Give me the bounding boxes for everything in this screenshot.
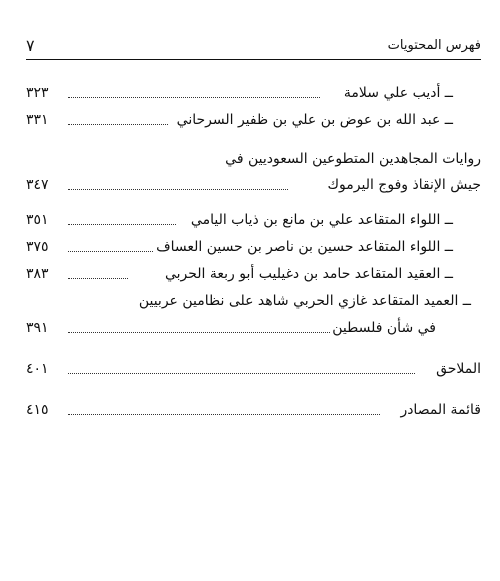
dot-leader <box>68 97 320 98</box>
toc-entry-page: ٤٠١ <box>26 361 49 377</box>
toc-entry-title-line: ــ العميد المتقاعد غازي الحربي شاهد على نظامين عربيين <box>138 293 471 309</box>
toc-entry-page: ٣٧٥ <box>26 239 49 255</box>
toc-entry-title: ــ اللواء المتقاعد حسين بن ناصر بن حسين العساف <box>156 239 453 255</box>
dot-leader <box>68 332 330 333</box>
dot-leader <box>68 373 415 374</box>
toc-entry-title: ــ العقيد المتقاعد حامد بن دغيليب أبو ربعة الحربي <box>164 266 453 282</box>
toc-entry <box>26 109 481 131</box>
toc-entry <box>26 263 481 285</box>
toc-entry-title: ــ عبد الله بن عوض بن علي بن ظفير السرحاني <box>176 112 453 128</box>
toc-entry-title: جيش الإنقاذ وفوج اليرموك <box>327 177 481 193</box>
toc-entry-title: ــ اللواء المتقاعد علي بن مانع بن ذياب اليامي <box>190 212 453 228</box>
toc-entry <box>26 236 481 258</box>
toc-entry <box>26 82 481 104</box>
dot-leader <box>68 251 153 252</box>
toc-entry-page: ٣٣١ <box>26 112 49 128</box>
toc-entry-page: ٣٥١ <box>26 212 49 228</box>
dot-leader <box>68 278 128 279</box>
page-number: ٧ <box>26 36 35 55</box>
toc-entry-page: ٣٨٣ <box>26 266 49 282</box>
toc-entry-page: ٣٤٧ <box>26 177 49 193</box>
toc-entry <box>26 209 481 231</box>
toc-entry-title: قائمة المصادر <box>400 402 481 418</box>
toc-entry-title: ــ أديب علي سلامة <box>343 85 453 101</box>
section-heading: روايات المجاهدين المتطوعين السعوديين في <box>225 151 481 167</box>
toc-entry-page: ٣٩١ <box>26 320 49 336</box>
toc-entry-page: ٣٢٣ <box>26 85 49 101</box>
toc-entry-page: ٤١٥ <box>26 402 49 418</box>
toc-entry <box>26 317 481 339</box>
dot-leader <box>68 414 380 415</box>
dot-leader <box>68 124 168 125</box>
dot-leader <box>68 224 176 225</box>
toc-entry <box>26 358 481 380</box>
dot-leader <box>68 189 288 190</box>
header-rule <box>26 59 481 60</box>
running-title: فهرس المحتويات <box>387 38 481 53</box>
toc-entry-title: في شأن فلسطين <box>332 320 436 336</box>
toc-entry <box>26 399 481 421</box>
toc-entry-title: الملاحق <box>436 361 481 377</box>
page-header <box>26 36 481 58</box>
toc-entry <box>26 174 481 196</box>
